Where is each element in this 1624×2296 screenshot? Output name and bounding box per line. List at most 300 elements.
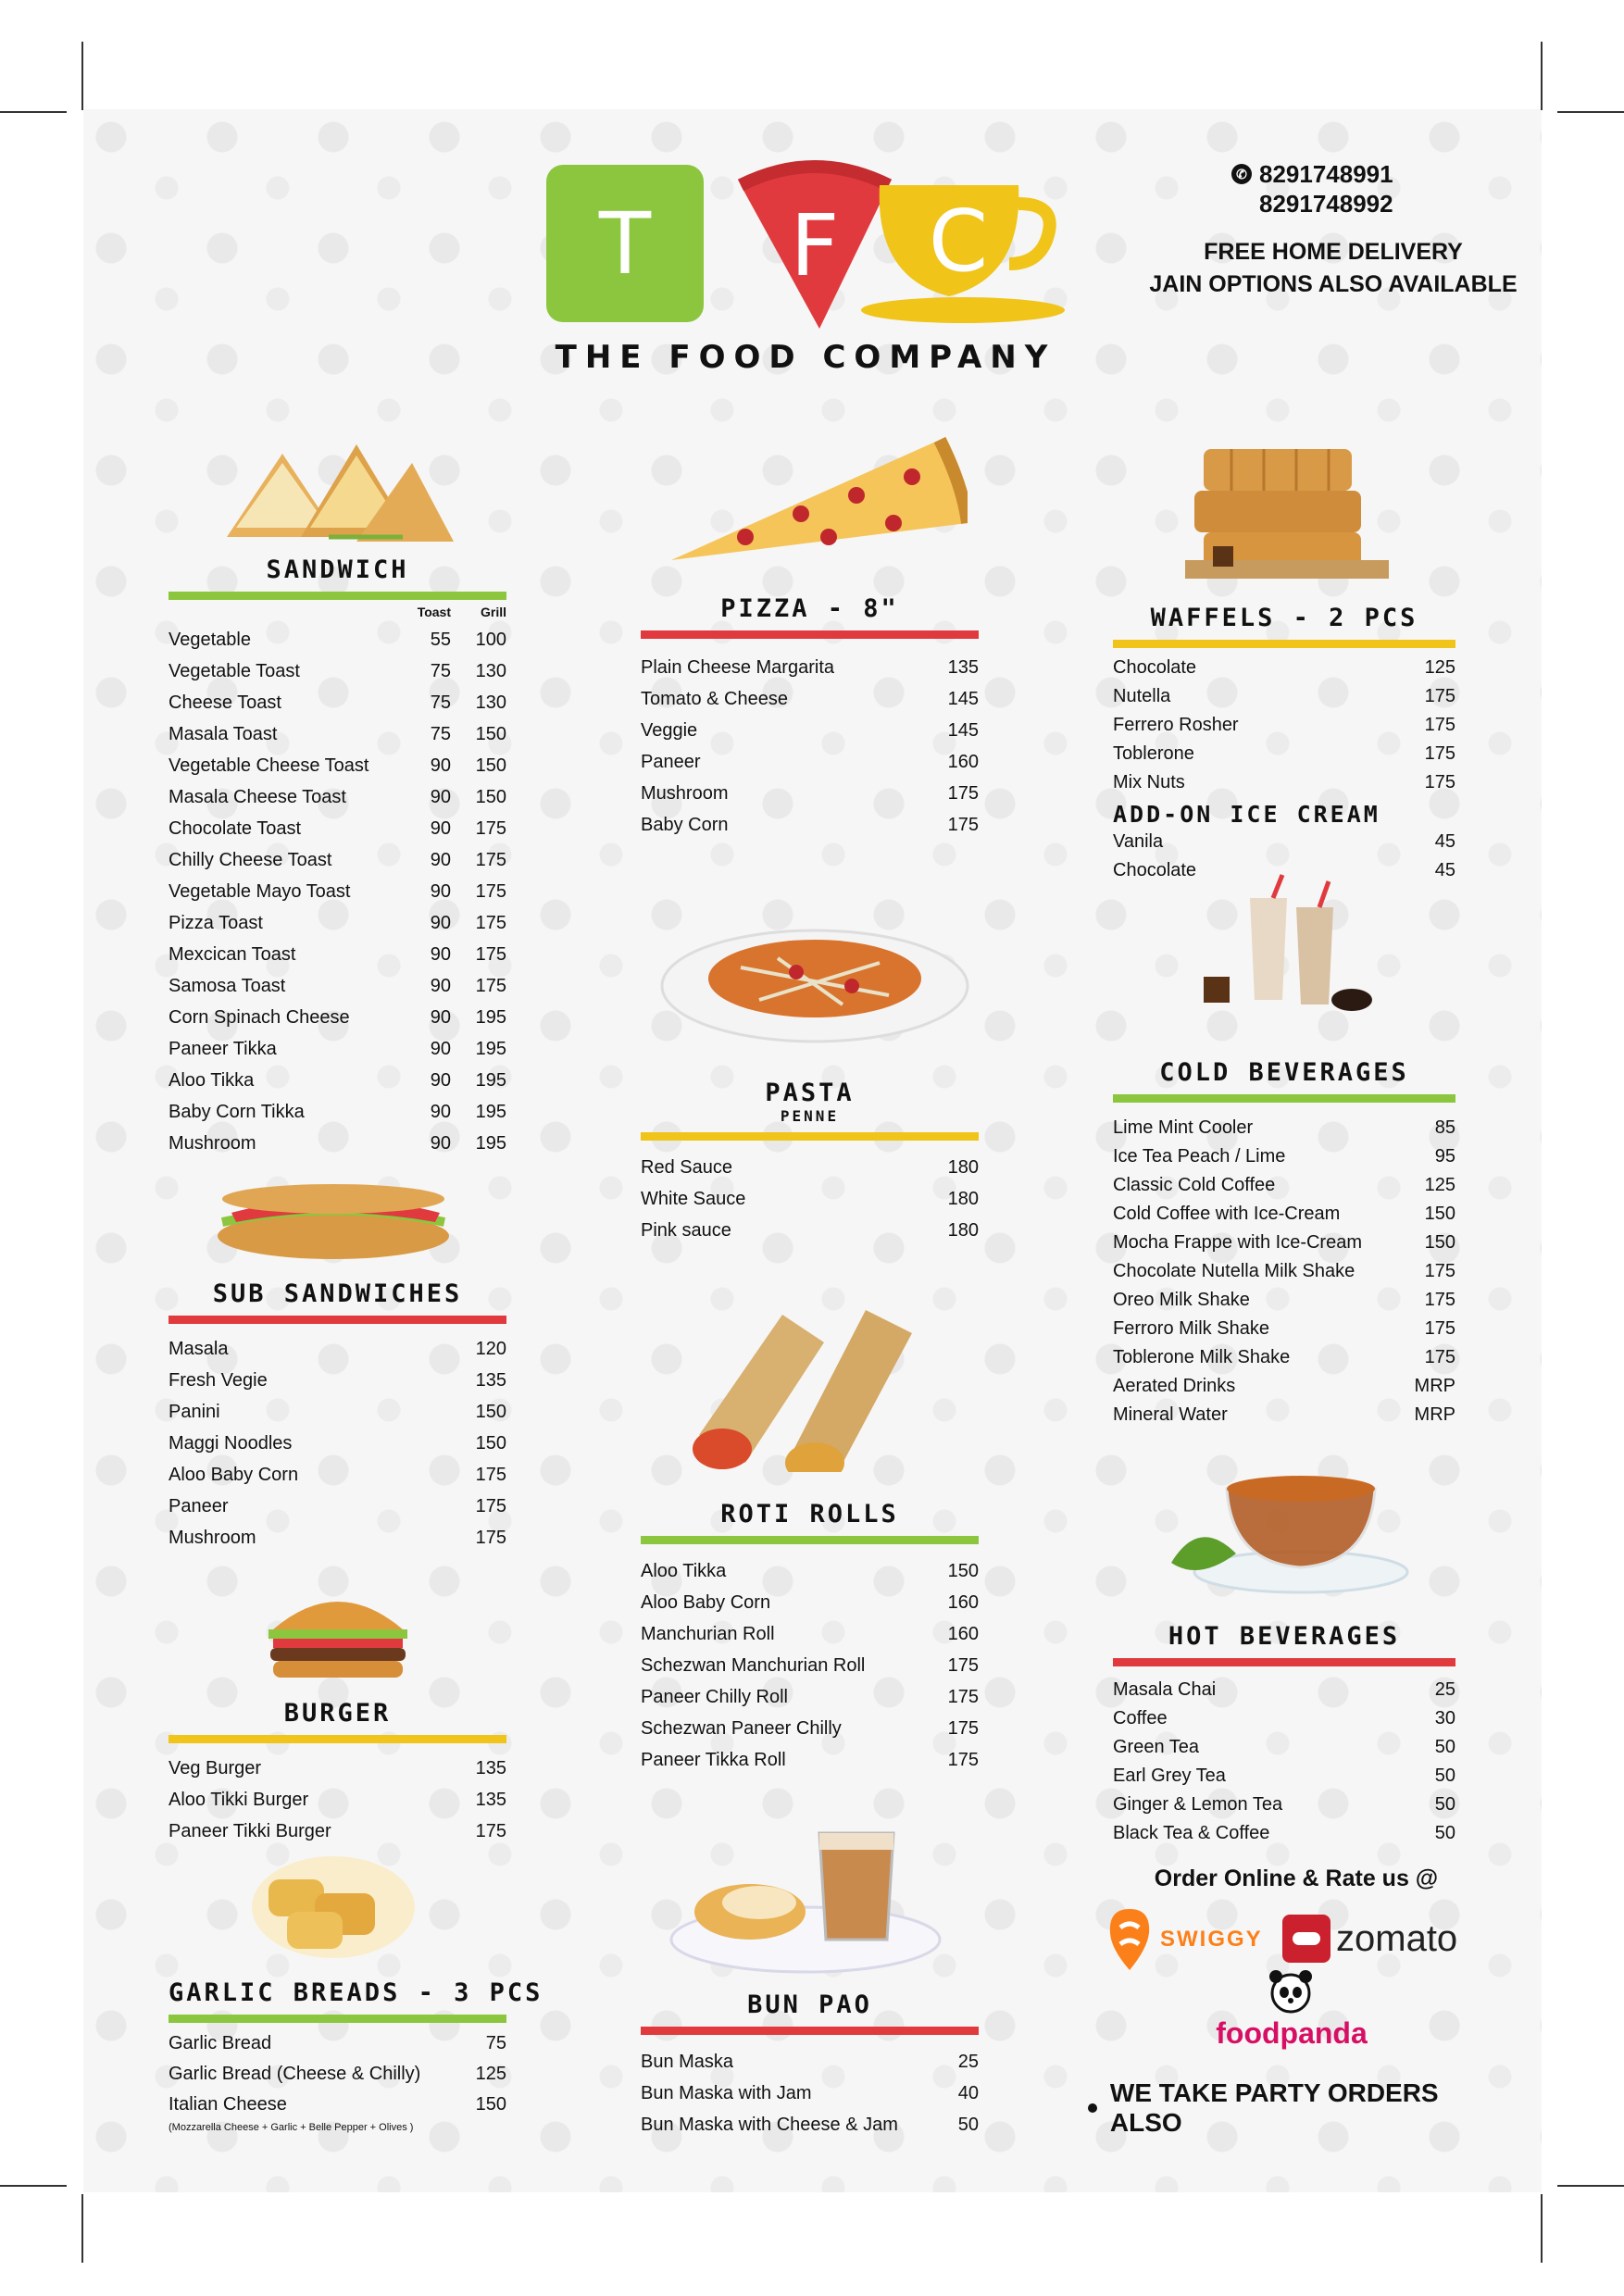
zomato-text: zomato — [1336, 1917, 1458, 1959]
menu-item — [169, 750, 506, 781]
section-title: ROTI ROLLS — [720, 1500, 899, 1529]
item-price: 150 — [475, 1401, 506, 1422]
phone-number[interactable]: 8291748991 — [1259, 160, 1393, 188]
item-name: Garlic Bread (Cheese & Chilly) — [169, 2064, 421, 2084]
sub-sandwich-image — [213, 1180, 454, 1264]
item-name: Vegetable Toast — [169, 660, 300, 681]
menu-item — [1113, 828, 1455, 856]
menu-item — [641, 1587, 979, 1618]
burger-list — [169, 1753, 506, 1847]
item-price: 145 — [947, 688, 979, 709]
item-name: Baby Corn — [641, 814, 729, 835]
sandwich-image — [218, 435, 458, 555]
menu-item — [1113, 1200, 1455, 1229]
item-price: 125 — [1424, 657, 1455, 678]
item-price-grill: 195 — [475, 1132, 506, 1154]
item-price: 175 — [475, 1820, 506, 1841]
item-name: Fresh Vegie — [169, 1369, 268, 1391]
item-price-toast: 90 — [430, 1132, 451, 1154]
item-price: 125 — [475, 2064, 506, 2084]
item-price: 25 — [957, 2051, 979, 2072]
section-divider — [1113, 1094, 1455, 1103]
pizza-section — [641, 594, 979, 841]
swiggy-icon — [1106, 1907, 1153, 1972]
item-price: 180 — [947, 1219, 979, 1241]
crop-mark — [0, 111, 67, 113]
section-title: WAFFELS - 2 PCS — [1150, 604, 1418, 632]
item-price-toast: 75 — [430, 692, 451, 713]
bun-pao-image — [667, 1810, 954, 1977]
item-price: 175 — [1424, 1261, 1455, 1281]
pizza-list — [641, 652, 979, 841]
item-price-grill: 175 — [475, 880, 506, 902]
sandwich-section — [169, 555, 506, 1159]
party-orders-note — [1088, 2078, 1514, 2138]
menu-item — [1113, 1343, 1455, 1372]
item-price: 175 — [947, 1717, 979, 1739]
item-price-grill: 175 — [475, 817, 506, 839]
item-price: 50 — [1434, 1766, 1455, 1786]
menu-item — [169, 624, 506, 655]
item-name: Mineral Water — [1113, 1404, 1228, 1425]
menu-item — [641, 2109, 979, 2140]
item-name: Lime Mint Cooler — [1113, 1117, 1254, 1138]
menu-item — [641, 652, 979, 683]
menu-item — [1113, 1372, 1455, 1401]
menu-item — [1113, 1733, 1455, 1762]
menu-item — [169, 1128, 506, 1159]
delivery-notes — [1139, 236, 1528, 301]
item-name: Mocha Frappe with Ice-Cream — [1113, 1232, 1362, 1253]
menu-item — [641, 1713, 979, 1744]
item-price-grill: 130 — [475, 660, 506, 681]
toast-header: Toast — [417, 605, 451, 619]
phone-number[interactable]: 8291748992 — [1259, 190, 1393, 218]
item-price-toast: 90 — [430, 912, 451, 933]
item-name: Paneer Tikki Burger — [169, 1820, 331, 1841]
menu-item — [1113, 1171, 1455, 1200]
item-price: 175 — [947, 1686, 979, 1707]
menu-item — [169, 655, 506, 687]
roti-roll-image — [671, 1296, 949, 1472]
item-name: Paneer Chilly Roll — [641, 1686, 788, 1707]
menu-item — [641, 1152, 979, 1183]
waffle-image — [1176, 430, 1398, 588]
item-name: Bun Maska with Jam — [641, 2082, 812, 2103]
jain-options-note: JAIN OPTIONS ALSO AVAILABLE — [1149, 271, 1518, 297]
menu-item — [169, 2090, 506, 2120]
item-name: Mushroom — [169, 1132, 256, 1154]
crop-mark — [1557, 111, 1624, 113]
item-price-grill: 195 — [475, 1069, 506, 1091]
menu-item — [1113, 1401, 1455, 1429]
tea-cup-image — [1162, 1452, 1412, 1600]
menu-item — [169, 970, 506, 1002]
item-price: 175 — [1424, 772, 1455, 792]
item-name: Black Tea & Coffee — [1113, 1823, 1270, 1843]
zomato-icon — [1282, 1915, 1330, 1963]
item-price: 85 — [1434, 1117, 1455, 1138]
contact-block — [1231, 159, 1509, 218]
item-price-grill: 100 — [475, 629, 506, 650]
item-name: White Sauce — [641, 1188, 746, 1209]
menu-item — [641, 1618, 979, 1650]
item-name: Vanila — [1113, 831, 1164, 852]
order-online-label: Order Online & Rate us @ — [1154, 1866, 1439, 1891]
item-price: 175 — [947, 814, 979, 835]
cold-beverages-section — [1113, 1058, 1455, 1429]
menu-item — [1113, 1286, 1455, 1315]
menu-item — [641, 1183, 979, 1215]
item-price: 175 — [1424, 1347, 1455, 1367]
foodpanda-icon[interactable] — [1267, 1967, 1315, 2015]
menu-item — [641, 683, 979, 715]
item-price: 135 — [947, 656, 979, 678]
section-divider — [641, 1132, 979, 1141]
garlic-bread-image — [250, 1852, 417, 1963]
crop-mark — [81, 2194, 83, 2263]
item-price: 160 — [947, 1591, 979, 1613]
item-price: 50 — [1434, 1794, 1455, 1815]
menu-item — [641, 1681, 979, 1713]
crop-mark — [81, 42, 83, 110]
section-title: HOT BEVERAGES — [1168, 1622, 1401, 1651]
item-name: Schezwan Manchurian Roll — [641, 1654, 866, 1676]
item-price-toast: 90 — [430, 1101, 451, 1122]
menu-item — [169, 1065, 506, 1096]
item-name: Vegetable Cheese Toast — [169, 755, 369, 776]
item-name: Vegetable Mayo Toast — [169, 880, 351, 902]
item-name: Vegetable — [169, 629, 251, 650]
item-price: 50 — [1434, 1823, 1455, 1843]
menu-item — [1113, 1257, 1455, 1286]
menu-item — [169, 1396, 506, 1428]
logo-letter: C — [928, 191, 989, 291]
bun-pao-section — [641, 1990, 979, 2140]
menu-item — [641, 2078, 979, 2109]
item-price: 150 — [475, 2094, 506, 2115]
menu-item — [169, 1428, 506, 1459]
item-name: Paneer Tikka — [169, 1038, 277, 1059]
item-name: Maggi Noodles — [169, 1432, 293, 1454]
section-title: PASTA — [765, 1079, 855, 1107]
item-price: 120 — [475, 1338, 506, 1359]
item-name: Veg Burger — [169, 1757, 262, 1778]
menu-item — [169, 1816, 506, 1847]
menu-item — [1113, 1676, 1455, 1704]
menu-item — [169, 1491, 506, 1522]
item-name: Cold Coffee with Ice-Cream — [1113, 1204, 1341, 1224]
menu-item — [641, 715, 979, 746]
item-name: Ice Tea Peach / Lime — [1113, 1146, 1286, 1167]
section-divider — [641, 2027, 979, 2035]
logo-letter-c — [884, 176, 1032, 306]
item-name: Mix Nuts — [1113, 772, 1185, 792]
item-price: 175 — [947, 1749, 979, 1770]
menu-item — [169, 687, 506, 718]
milkshake-image — [1194, 870, 1380, 1018]
item-price: 150 — [475, 1432, 506, 1454]
pasta-section — [641, 1079, 979, 1246]
foodpanda-text[interactable]: foodpanda — [1216, 2016, 1368, 2050]
waffels-list — [1113, 654, 1455, 797]
item-name: Italian Cheese — [169, 2094, 287, 2115]
hot-beverages-section — [1113, 1622, 1455, 1848]
grill-header: Grill — [480, 605, 506, 619]
item-price: 75 — [485, 2033, 506, 2053]
item-price-toast: 90 — [430, 880, 451, 902]
item-name: Aloo Tikka — [641, 1560, 727, 1581]
item-name: Panini — [169, 1401, 220, 1422]
item-name: Schezwan Paneer Chilly — [641, 1717, 842, 1739]
bun-pao-list — [641, 2046, 979, 2140]
sub-sandwiches-section — [169, 1279, 506, 1554]
item-name: Earl Grey Tea — [1113, 1766, 1226, 1786]
section-divider — [641, 630, 979, 639]
item-name: Garlic Bread — [169, 2033, 272, 2053]
item-price-grill: 150 — [475, 786, 506, 807]
item-price: MRP — [1414, 1376, 1455, 1396]
logo-sandwich-t — [546, 165, 704, 322]
menu-item — [641, 1744, 979, 1776]
item-name: Cheese Toast — [169, 692, 281, 713]
menu-item — [641, 778, 979, 809]
item-name: Mexcican Toast — [169, 943, 296, 965]
menu-item — [1113, 711, 1455, 740]
item-price-grill: 195 — [475, 1006, 506, 1028]
menu-item — [641, 1650, 979, 1681]
item-name: Bun Maska — [641, 2051, 734, 2072]
menu-item — [169, 813, 506, 844]
item-price: 40 — [957, 2082, 979, 2103]
item-price-grill: 130 — [475, 692, 506, 713]
menu-item — [169, 876, 506, 907]
crop-mark — [0, 2185, 67, 2187]
item-price-toast: 90 — [430, 1069, 451, 1091]
section-title: PIZZA - 8" — [720, 594, 899, 623]
menu-item — [169, 1002, 506, 1033]
menu-item — [1113, 1229, 1455, 1257]
section-divider — [169, 2015, 506, 2023]
menu-item — [641, 2046, 979, 2078]
item-price: 175 — [947, 782, 979, 804]
item-name: Bun Maska with Cheese & Jam — [641, 2114, 898, 2135]
waffels-section — [1113, 604, 1455, 885]
item-name: Corn Spinach Cheese — [169, 1006, 350, 1028]
item-price: 150 — [947, 1560, 979, 1581]
item-name: Aloo Baby Corn — [169, 1464, 299, 1485]
item-price-grill: 195 — [475, 1101, 506, 1122]
item-name: Toblerone Milk Shake — [1113, 1347, 1291, 1367]
menu-item — [641, 746, 979, 778]
item-price-toast: 90 — [430, 755, 451, 776]
item-name: Paneer — [169, 1495, 229, 1516]
item-price: 175 — [1424, 715, 1455, 735]
section-divider — [641, 1536, 979, 1544]
item-name: Mushroom — [641, 782, 729, 804]
item-price-toast: 90 — [430, 975, 451, 996]
item-name: Ferroro Milk Shake — [1113, 1318, 1269, 1339]
item-price-toast: 90 — [430, 1006, 451, 1028]
item-name: Masala Chai — [1113, 1679, 1217, 1700]
swiggy-logo[interactable] — [1106, 1907, 1263, 1972]
item-price: 175 — [1424, 743, 1455, 764]
item-name: Chocolate Toast — [169, 817, 302, 839]
item-price: 135 — [475, 1789, 506, 1810]
menu-item — [169, 718, 506, 750]
section-divider — [169, 592, 506, 600]
menu-item — [169, 939, 506, 970]
menu-item — [169, 1459, 506, 1491]
item-price: 50 — [1434, 1737, 1455, 1757]
item-price: 45 — [1434, 860, 1455, 880]
section-subtitle: PENNE — [780, 1107, 840, 1125]
pasta-image — [657, 912, 972, 1046]
item-price: 175 — [475, 1464, 506, 1485]
bullet-icon — [1088, 2103, 1097, 2113]
menu-item — [1113, 1142, 1455, 1171]
burger-image — [259, 1583, 417, 1685]
item-price: 135 — [475, 1369, 506, 1391]
menu-item — [1113, 654, 1455, 682]
item-price: 30 — [1434, 1708, 1455, 1728]
section-title: SUB SANDWICHES — [212, 1279, 463, 1308]
section-divider — [1113, 640, 1455, 648]
menu-item — [169, 1753, 506, 1784]
item-name: Chocolate — [1113, 657, 1197, 678]
item-price-grill: 175 — [475, 849, 506, 870]
menu-item — [1113, 1315, 1455, 1343]
item-name: Aloo Baby Corn — [641, 1591, 771, 1613]
item-name: Veggie — [641, 719, 698, 741]
item-name: Chocolate Nutella Milk Shake — [1113, 1261, 1355, 1281]
item-price: 145 — [947, 719, 979, 741]
menu-item — [1113, 740, 1455, 768]
item-name: Paneer Tikka Roll — [641, 1749, 786, 1770]
item-name: Aloo Tikki Burger — [169, 1789, 309, 1810]
item-price-grill: 195 — [475, 1038, 506, 1059]
item-price: 150 — [1424, 1204, 1455, 1224]
item-name: Ginger & Lemon Tea — [1113, 1794, 1283, 1815]
item-name: Baby Corn Tikka — [169, 1101, 305, 1122]
menu-item — [169, 1365, 506, 1396]
cold-beverages-list — [1113, 1114, 1455, 1429]
crop-mark — [1541, 42, 1543, 110]
item-price: 50 — [957, 2114, 979, 2135]
item-name: Toblerone — [1113, 743, 1194, 764]
item-price: 180 — [947, 1188, 979, 1209]
free-delivery-note: FREE HOME DELIVERY — [1204, 239, 1463, 265]
item-price: 125 — [1424, 1175, 1455, 1195]
menu-item — [169, 1333, 506, 1365]
menu-item — [169, 1784, 506, 1816]
item-name: Aloo Tikka — [169, 1069, 255, 1091]
menu-item — [169, 2059, 506, 2090]
logo-letter: T — [598, 193, 652, 293]
item-name: Tomato & Cheese — [641, 688, 788, 709]
pasta-list — [641, 1152, 979, 1246]
item-price: 45 — [1434, 831, 1455, 852]
item-name: Paneer — [641, 751, 701, 772]
item-price: 175 — [475, 1527, 506, 1548]
swiggy-text: SWIGGY — [1160, 1927, 1263, 1952]
roti-rolls-section — [641, 1500, 979, 1776]
item-price-toast: 90 — [430, 1038, 451, 1059]
italian-cheese-note: (Mozzarella Cheese + Garlic + Belle Pepper + Olives ) — [169, 2122, 414, 2133]
item-price: 175 — [947, 1654, 979, 1676]
item-price: 175 — [1424, 686, 1455, 706]
addon-title: ADD-ON ICE CREAM — [1113, 801, 1380, 828]
item-name: Classic Cold Coffee — [1113, 1175, 1276, 1195]
section-title: BUN PAO — [747, 1990, 872, 2019]
item-price-grill: 150 — [475, 723, 506, 744]
menu-item — [169, 2028, 506, 2059]
section-title: GARLIC BREADS - 3 PCS — [169, 1978, 543, 2007]
item-price: MRP — [1414, 1404, 1455, 1425]
item-name: Masala Toast — [169, 723, 278, 744]
brand-name: THE FOOD COMPANY — [555, 339, 1056, 376]
item-price: 175 — [1424, 1290, 1455, 1310]
menu-item — [1113, 768, 1455, 797]
sub-sandwiches-list — [169, 1333, 506, 1554]
item-price: 160 — [947, 751, 979, 772]
menu-item — [169, 781, 506, 813]
menu-item — [1113, 1114, 1455, 1142]
item-price: 25 — [1434, 1679, 1455, 1700]
item-price: 150 — [1424, 1232, 1455, 1253]
logo-letter: F — [790, 195, 840, 295]
section-title: COLD BEVERAGES — [1159, 1058, 1409, 1087]
item-price: 180 — [947, 1156, 979, 1178]
item-price-toast: 90 — [430, 943, 451, 965]
menu-item — [169, 1033, 506, 1065]
item-price-toast: 75 — [430, 660, 451, 681]
item-price-toast: 55 — [430, 629, 451, 650]
section-divider — [169, 1735, 506, 1743]
menu-item — [1113, 1791, 1455, 1819]
roti-rolls-list — [641, 1555, 979, 1776]
item-price-toast: 90 — [430, 849, 451, 870]
item-price-toast: 90 — [430, 817, 451, 839]
item-name: Green Tea — [1113, 1737, 1200, 1757]
phone-icon: ✆ — [1231, 164, 1252, 184]
item-price: 175 — [1424, 1318, 1455, 1339]
menu-item — [1113, 1819, 1455, 1848]
garlic-bread-section — [169, 1978, 543, 2133]
pizza-image — [662, 421, 968, 569]
item-name: Masala — [169, 1338, 229, 1359]
item-name: Samosa Toast — [169, 975, 286, 996]
zomato-logo[interactable] — [1282, 1915, 1457, 1963]
item-name: Chocolate — [1113, 860, 1197, 880]
burger-section — [169, 1699, 506, 1847]
menu-item — [1113, 1762, 1455, 1791]
crop-mark — [1541, 2194, 1543, 2263]
item-price-grill: 175 — [475, 943, 506, 965]
item-name: Ferrero Rosher — [1113, 715, 1239, 735]
item-name: Pink sauce — [641, 1219, 731, 1241]
item-price: 135 — [475, 1757, 506, 1778]
item-name: Chilly Cheese Toast — [169, 849, 332, 870]
item-price: 160 — [947, 1623, 979, 1644]
menu-item — [169, 1096, 506, 1128]
item-name: Oreo Milk Shake — [1113, 1290, 1250, 1310]
item-name: Aerated Drinks — [1113, 1376, 1236, 1396]
section-title: BURGER — [283, 1699, 392, 1728]
column-headers — [169, 600, 506, 624]
item-name: Manchurian Roll — [641, 1623, 775, 1644]
item-name: Red Sauce — [641, 1156, 732, 1178]
